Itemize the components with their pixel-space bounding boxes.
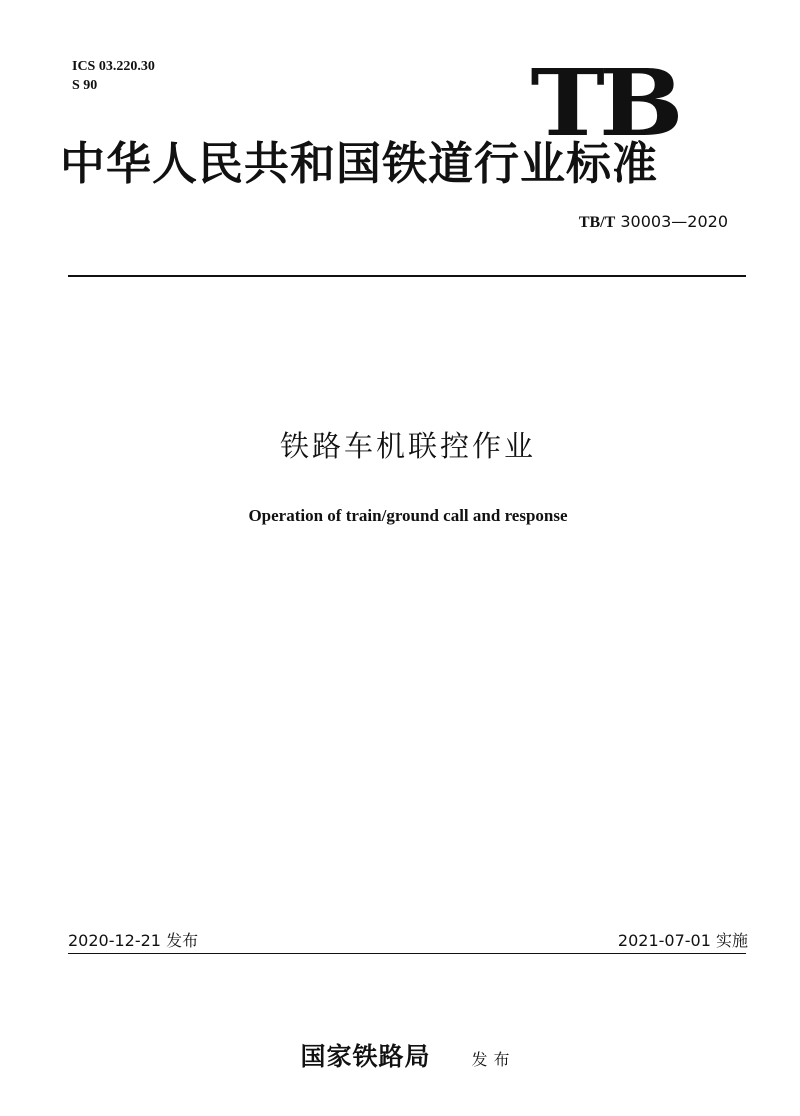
footer-divider — [68, 953, 746, 954]
tb-logo — [524, 48, 684, 158]
document-title-english: Operation of train/ground call and response — [248, 506, 568, 525]
ics-code: ICS 03.220.30 — [72, 59, 155, 74]
header-divider — [68, 275, 746, 277]
document-title-chinese: 铁路车机联控作业 — [279, 429, 536, 463]
issuer-line — [0, 1040, 800, 1077]
issuer-name: 国家铁路局 — [300, 1042, 431, 1071]
standard-prefix: TB/T — [578, 214, 616, 231]
classification-code: S 90 — [72, 78, 98, 93]
issuer-action: 发布 — [471, 1050, 516, 1069]
standard-number-value: 30003—2020 — [620, 212, 728, 231]
standard-category-title: 中华人民共和国铁道行业标准 — [60, 137, 659, 190]
standard-number — [579, 212, 728, 233]
implementation-date: 2021-07-01 实施 — [617, 931, 748, 950]
tb-logo-text: TB — [530, 48, 678, 158]
issue-date: 2020-12-21 发布 — [68, 931, 199, 950]
